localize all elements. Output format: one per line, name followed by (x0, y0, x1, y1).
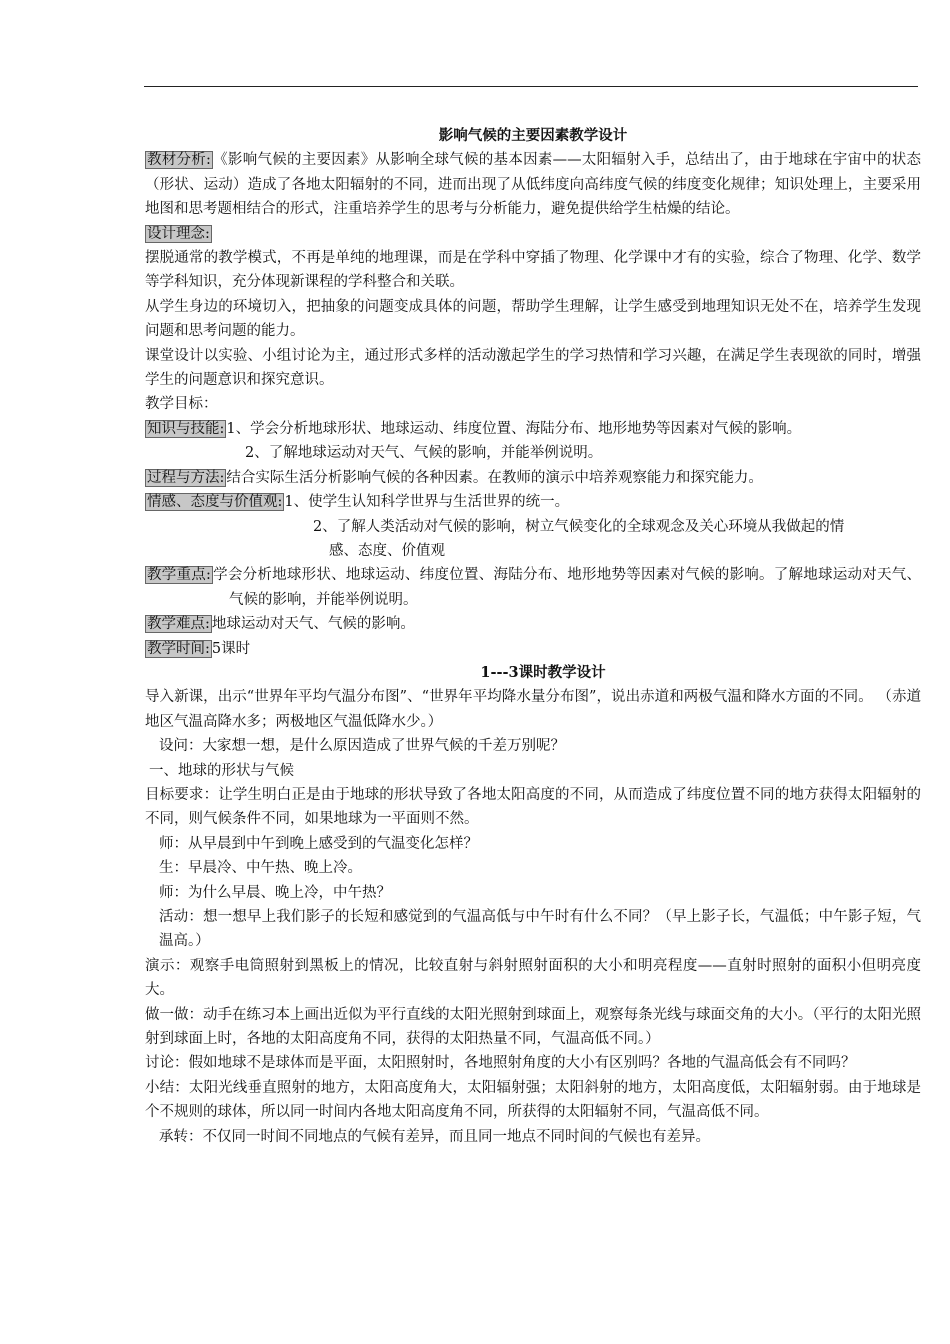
teaching-time: 教学时间: 5课时 (147, 640, 251, 657)
header-rule (144, 86, 918, 87)
practice-paragraph: 做一做：动手在练习本上画出近似为平行直线的太阳光照射到球面上，观察每条光线与球面交角的大小。（平行的太阳光照射到球面上时，各地的太阳高度角不同，获得的太阳热量不同，气温高低不同。） (145, 1006, 921, 1048)
document-title: 影响气候的主要因素教学设计 (438, 127, 628, 144)
emotion-goal-2-cont: 感、态度、价值观 (329, 542, 445, 559)
question-paragraph: 设问：大家想一想，是什么原因造成了世界气候的千差万别呢？ (159, 738, 565, 755)
design-paragraph-1: 摆脱通常的教学模式，不再是单纯的地理课，而是在学科中穿插了物理、化学课中才有的实验，综合了物理、化学、数学等学科知识，充分体现新课程的学科整合和关联。 (145, 250, 921, 291)
design-label: 设计理念: (147, 225, 210, 242)
textbook-label: 教材分析: (147, 152, 211, 169)
difficulty: 教学难点: 地球运动对天气、气候的影响。 (147, 616, 415, 633)
knowledge-label: 知识与技能: (147, 420, 225, 437)
goals-heading: 教学目标： (145, 396, 218, 413)
emotion-label: 情感、态度与价值观: (147, 494, 283, 511)
teacher-line-2: 师：为什么早晨、晚上冷，中午热？ (159, 884, 391, 901)
summary-paragraph: 小结：太阳光线垂直照射的地方，太阳高度角大，太阳辐射强；太阳斜射的地方，太阳高度低，太阳辐射弱。由于地球是个不规则的球体，所以同一时间内各地太阳高度角不同，所获得的太阳辐射不同，气温高低不同。 (145, 1079, 921, 1121)
process-goal: 过程与方法: 结合实际生活分析影响气候的各种因素。在教师的演示中培养观察能力和探究能力。 (147, 469, 763, 486)
key-points: 教学重点: 学会分析地球形状、地球运动、纬度位置、海陆分布、地形地势等因素对气候的影响。了解地球运动对天气、气候的影响，并能举例说明。 (147, 567, 922, 608)
lesson-title: 1---3课时教学设计 (480, 663, 606, 681)
discuss-paragraph: 讨论：假如地球不是球体而是平面，太阳照射时，各地照射角度的大小有区别吗？各地的气温高低会有不同吗？ (145, 1055, 856, 1072)
knowledge-goal: 知识与技能: 1、学会分析地球形状、地球运动、纬度位置、海陆分布、地形地势等因素对气候的影响。 (147, 420, 802, 437)
objective-paragraph: 目标要求：让学生明白正是由于地球的形状导致了各地太阳高度的不同，从而造成了纬度位置不同的地方获得太阳辐射的不同，则气候条件不同，如果地球为一平面则不然。 (145, 786, 921, 828)
emotion-goal-2: 2、了解人类活动对气候的影响，树立气候变化的全球观念及关心环境从我做起的情 (313, 518, 845, 535)
design-heading (145, 222, 921, 246)
design-paragraph-3: 课堂设计以实验、小组讨论为主，通过形式多样的活动激起学生的学习热情和学习兴趣，在满足学生表现欲的同时，增强学生的问题意识和探究意识。 (145, 347, 921, 389)
document-body (145, 124, 921, 1149)
difficulty-label: 教学难点: (147, 616, 210, 633)
process-label: 过程与方法: (147, 469, 225, 486)
demo-paragraph: 演示：观察手电筒照射到黑板上的情况，比较直射与斜射照射面积的大小和明亮程度——直射时照射的面积小但明亮度大。 (145, 957, 921, 999)
student-line-1: 生：早晨冷、中午热、晚上冷。 (159, 860, 362, 877)
key-label: 教学重点: (147, 567, 211, 584)
design-paragraph-2: 从学生身边的环境切入，把抽象的问题变成具体的问题，帮助学生理解，让学生感受到地理知识无处不在，培养学生发现问题和思考问题的能力。 (145, 298, 921, 340)
activity-paragraph: 活动：想一想早上我们影子的长短和感觉到的气温高低与中午时有什么不同？（早上影子长，气温低；中午影子短，气温高。） (159, 909, 921, 950)
time-label: 教学时间: (147, 640, 210, 657)
section-1-heading: 一、地球的形状与气候 (149, 762, 294, 779)
teacher-line-1: 师：从早晨到中午到晚上感受到的气温变化怎样？ (159, 835, 478, 852)
knowledge-goal-2: 2、了解地球运动对天气、气候的影响，并能举例说明。 (245, 445, 603, 462)
textbook-analysis: 教材分析: 《影响气候的主要因素》从影响全球气候的基本因素——太阳辐射入手，总结出了，由于地球在宇宙中的状态（形状、运动）造成了各地太阳辐射的不同，进而出现了从低纬度向高纬度气候的纬度变化规律；知识处理上，主要采用地图和思考题相结合的形式，注重培养学生的思考与分析能力，避免提供给学生枯燥的结论。 (145, 152, 921, 218)
transition-paragraph: 承转：不仅同一时间不同地点的气候有差异，而且同一地点不同时间的气候也有差异。 (159, 1128, 710, 1145)
intro-paragraph: 导入新课，出示“世界年平均气温分布图”、“世界年平均降水量分布图”，说出赤道和两极气温和降水方面的不同。 （赤道地区气温高降水多；两极地区气温低降水少。） (145, 689, 921, 730)
emotion-goal: 情感、态度与价值观: 1、使学生认知科学世界与生活世界的统一。 (147, 494, 570, 511)
